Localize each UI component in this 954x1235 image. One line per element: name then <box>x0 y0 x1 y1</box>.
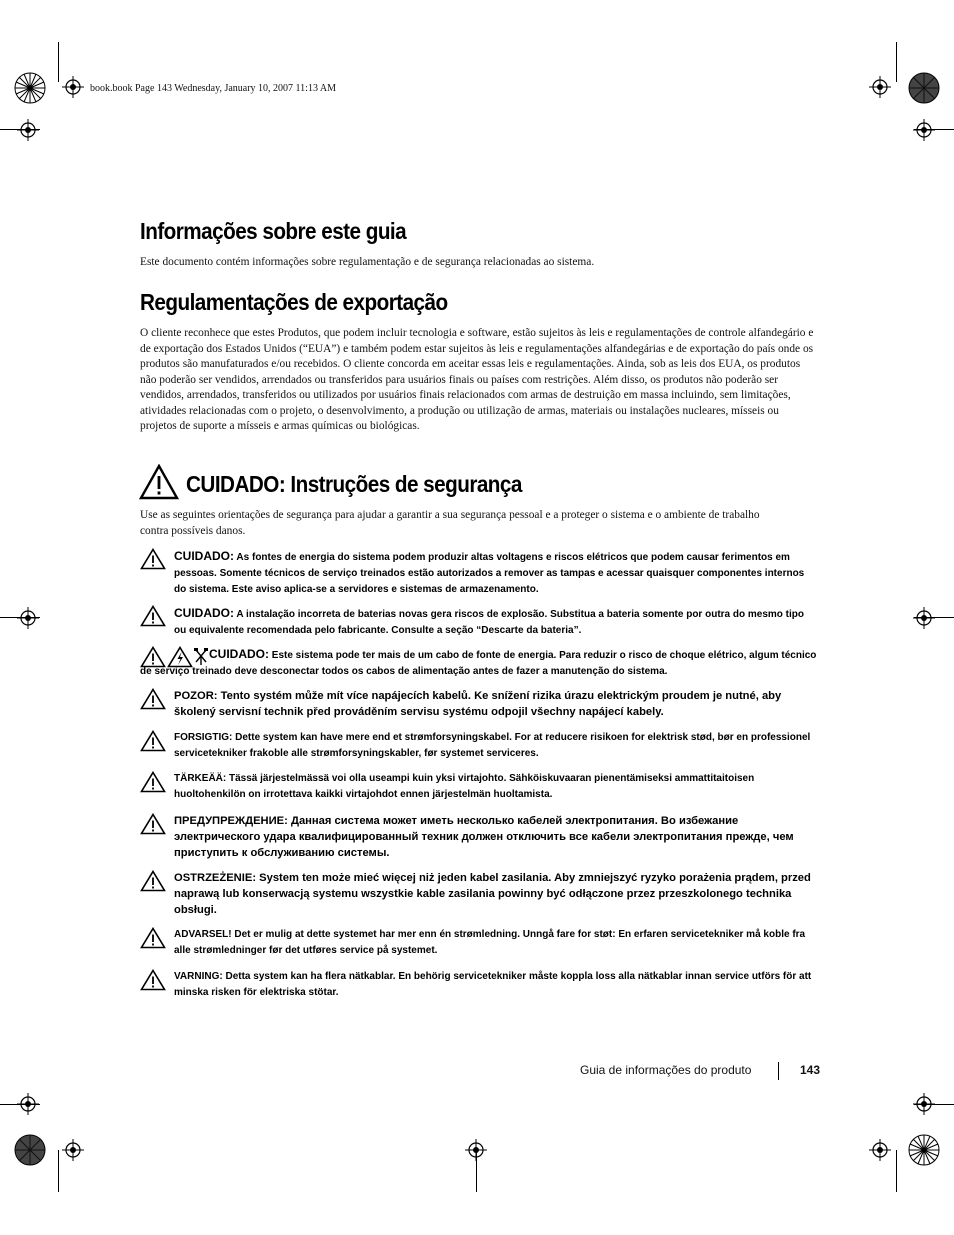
section-heading: Regulamentações de exportação <box>140 289 448 315</box>
warning-triangle-icon <box>140 927 166 949</box>
caution-notice <box>140 927 818 959</box>
caution-notice <box>140 771 818 803</box>
star-target-icon <box>908 72 940 104</box>
caution-notice <box>140 646 818 680</box>
caution-text: Tento systém může mít více napájecích kabelů. Ke snížení rizika úrazu elektrickým proudem je nutné, aby školený servisní technik před prováděním servisu systému odpojil všechny napájecí kabely. <box>174 690 782 718</box>
caution-notice <box>140 730 818 762</box>
caution-label: FORSIGTIG: <box>174 732 233 743</box>
warning-triangle-icon <box>140 969 166 991</box>
caution-label: CUIDADO: <box>174 549 234 563</box>
warning-triangle-icon <box>139 464 179 500</box>
registration-mark-icon <box>62 76 84 98</box>
caution-label: ПРЕДУПРЕЖДЕНИЕ: <box>174 815 288 827</box>
caution-notice <box>140 870 818 918</box>
registration-mark-icon <box>869 76 891 98</box>
star-target-icon <box>14 1134 46 1166</box>
warning-triangle-icon <box>140 771 166 793</box>
caution-label: CUIDADO: <box>209 647 269 661</box>
warning-triangle-icon <box>140 730 166 752</box>
page-number: 143 <box>800 1063 821 1077</box>
registration-mark-icon <box>913 607 935 629</box>
caution-text: Dette system kan have mere end et strømforsyningskabel. For at reducere risikoen for elektrisk stød, bør en professionel servicetekniker frakoble alle strømforsyningskabler, før systemet serviceres. <box>174 732 811 759</box>
registration-mark-icon <box>62 1139 84 1161</box>
caution-text: Detta system kan ha flera nätkablar. En behörig servicetekniker måste koppla loss alla nätkablar innan service utförs för att minska risken för elektriska stötar. <box>174 971 812 998</box>
caution-notice <box>140 688 818 720</box>
caution-text: Данная система может иметь несколько кабелей электропитания. Во избежание электрического удара квалифицированный техник должен отключить все кабели электропитания прежде, чем приступить к обслуживанию системы. <box>174 815 794 859</box>
caution-label: TÄRKEÄÄ: <box>174 773 227 784</box>
caution-notice <box>140 969 818 1001</box>
caution-notice <box>140 813 818 861</box>
caution-label: CUIDADO: <box>174 606 234 620</box>
caution-notice <box>140 605 818 639</box>
caution-text: A instalação incorreta de baterias novas gera riscos de explosão. Substitua a bateria somente por outra do mesmo tipo ou equivalente recomendada pelo fabricante. Consulte a seção “Descarte da bateria”. <box>174 609 804 636</box>
caution-label: VARNING: <box>174 971 223 982</box>
caution-label: OSTRZEŻENIE: <box>174 872 257 884</box>
caution-text: As fontes de energia do sistema podem produzir altas voltagens e riscos elétricos que podem causar ferimentos em pessoas. Somente técnicos de serviço treinados estão autorizados a remover as tampas e acessar quaisquer componentes internos do sistema. Este aviso aplica-se a servidores e sistemas de armazenamento. <box>174 552 805 595</box>
caution-notice <box>140 548 818 598</box>
section-body: Use as seguintes orientações de segurança para ajudar a garantir a sua segurança pessoal e a proteger o sistema e o ambiente de trabalho contra possíveis danos. <box>140 509 760 537</box>
warning-triangle-icon <box>140 605 166 627</box>
registration-mark-icon <box>17 119 39 141</box>
caution-text: Tässä järjestelmässä voi olla useampi kuin yksi virtajohto. Sähköiskuvaaran pienentämiseksi ammattitaitoisen huoltohenkilön on irrotettava kaikki virtajohdot ennen järjestelmän huoltamista. <box>174 773 755 800</box>
warning-triangle-icon <box>140 813 166 835</box>
shock-hazard-icon <box>167 646 193 668</box>
section-heading: Informações sobre este guia <box>140 218 407 244</box>
registration-mark-icon <box>465 1139 487 1161</box>
registration-mark-icon <box>17 607 39 629</box>
power-cords-icon <box>194 646 208 666</box>
footer-title: Guia de informações do produto <box>580 1063 752 1077</box>
caution-text: System ten może mieć więcej niż jeden kabel zasilania. Aby zmniejszyć ryzyko porażenia prądem, przed naprawą lub konserwacją systemu wszystkie kable zasilania powinny być odłączone przez przeszkolonego technika obsługi. <box>174 872 811 916</box>
section-body: O cliente reconhece que estes Produtos, que podem incluir tecnologia e software, estão sujeitos às leis e regulamentações de controle alfandegário e de exportação dos Estados Unidos (“EUA”) e também podem estar sujeitos às leis e regulamentações alfandegárias e de exportação do país onde os produtos são manufaturados e/ou recebidos. O cliente concorda em aceitar essas leis e regulamentações. Ainda, sob as leis dos EUA, os produtos não poderão ser vendidos, arrendados ou transferidos para usuários finais ou países com restrições. Além disso, os produtos não poderão ser vendidos, arrendados, transferidos ou utilizados por usuários finais relacionados com armas de destruição em massa incluindo, sem limitações, atividades relacionadas com o projeto, o desenvolvimento, a produção ou utilização de armas, materiais ou instalações nucleares, mísseis ou projetos de suporte a mísseis e armas químicas ou biológicas. <box>140 327 814 432</box>
registration-mark-icon <box>869 1139 891 1161</box>
caution-text: Det er mulig at dette systemet har mer enn én strømledning. Unngå fare for støt: En erfaren servicetekniker må koble fra alle strømledninger før det utføres service på systemet. <box>174 929 806 956</box>
caution-text: Este sistema pode ter mais de um cabo de fonte de energia. Para reduzir o risco de choque elétrico, algum técnico de serviço treinado deve desconectar todos os cabos de alimentação antes de fazer a manutenção do sistema. <box>140 650 817 677</box>
star-target-icon <box>908 1134 940 1166</box>
warning-triangle-icon <box>140 548 166 570</box>
warning-triangle-icon <box>140 870 166 892</box>
section-heading: CUIDADO: Instruções de segurança <box>186 471 522 497</box>
registration-mark-icon <box>913 1093 935 1115</box>
print-slug: book.book Page 143 Wednesday, January 10, 2007 11:13 AM <box>90 83 337 94</box>
registration-mark-icon <box>913 119 935 141</box>
caution-label: POZOR: <box>174 690 218 702</box>
section-body: Este documento contém informações sobre regulamentação e de segurança relacionadas ao sistema. <box>140 256 595 268</box>
caution-label: ADVARSEL! <box>174 929 232 940</box>
star-target-icon <box>14 72 46 104</box>
footer-divider <box>778 1062 779 1080</box>
warning-triangle-icon <box>140 688 166 710</box>
registration-mark-icon <box>17 1093 39 1115</box>
warning-triangle-icon <box>140 646 166 668</box>
